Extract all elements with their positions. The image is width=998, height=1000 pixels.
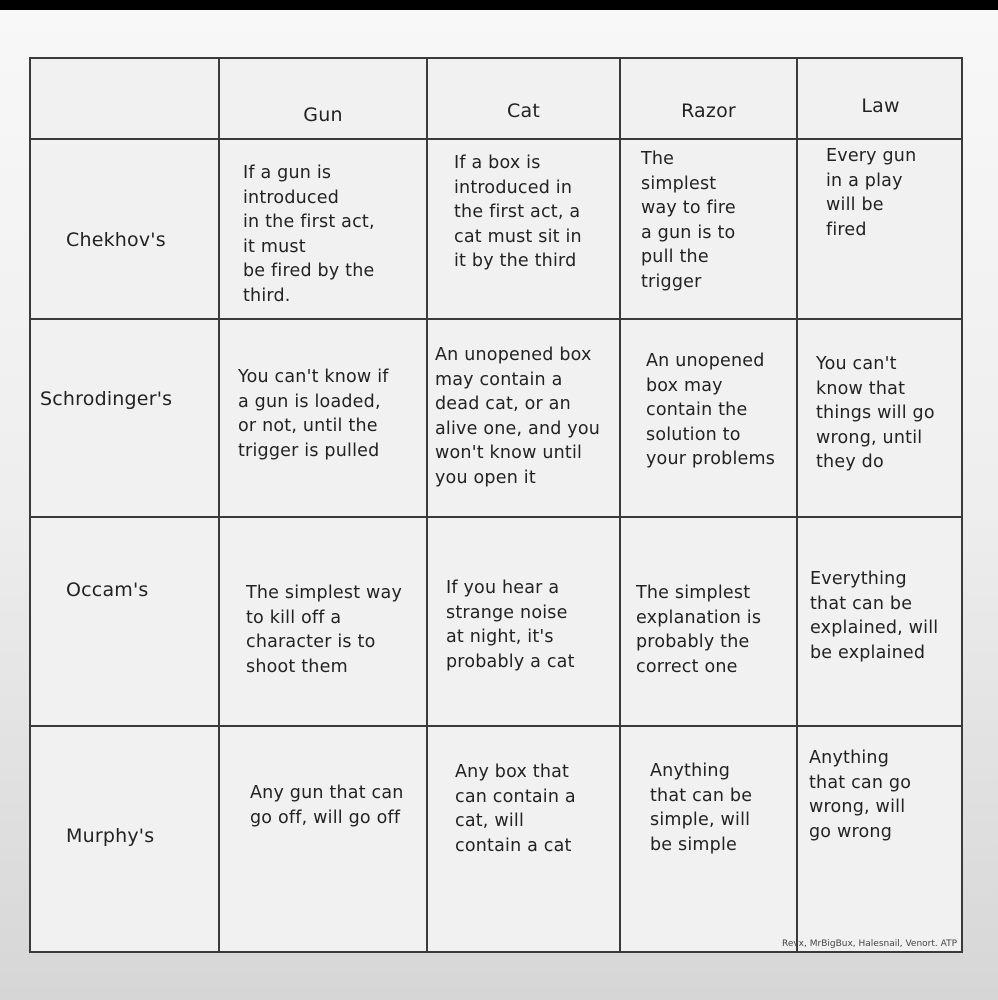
- grid-line: [426, 59, 428, 951]
- grid-line: [31, 725, 961, 727]
- column-header-razor: Razor: [681, 100, 736, 122]
- cell-chekhovs-gun: If a gun is introduced in the first act, it must be fired by the third.: [243, 163, 375, 306]
- cell-occams-law: Everything that can be explained, will be explained: [810, 569, 939, 663]
- cell-schrodingers-razor: An unopened box may contain the solution to your problems: [646, 351, 776, 469]
- cell-chekhovs-cat: If a box is introduced in the first act, a cat must sit in it by the third: [454, 153, 582, 271]
- cell-occams-razor: The simplest explanation is probably the correct one: [636, 583, 762, 677]
- grid-line: [31, 138, 961, 140]
- cell-chekhovs-razor: The simplest way to fire a gun is to pull the trigger: [641, 149, 736, 292]
- cell-chekhovs-law: Every gun in a play will be fired: [826, 146, 917, 240]
- cell-occams-gun: The simplest way to kill off a character is to shoot them: [246, 583, 403, 677]
- cell-schrodingers-law: You can't know that things will go wrong, until they do: [816, 354, 935, 472]
- cell-murphys-razor: Anything that can be simple, will be simple: [650, 761, 753, 855]
- grid-line: [796, 59, 798, 951]
- top-black-bar: [0, 0, 998, 10]
- cell-schrodingers-gun: You can't know if a gun is loaded, or not, until the trigger is pulled: [238, 367, 389, 461]
- cell-murphys-law: Anything that can go wrong, will go wrong: [809, 748, 912, 842]
- row-label-schrodingers: Schrodinger's: [40, 388, 173, 410]
- cell-murphys-cat: Any box that can contain a cat, will contain a cat: [455, 762, 576, 856]
- cell-occams-cat: If you hear a strange noise at night, it's probably a cat: [446, 578, 575, 672]
- column-header-gun: Gun: [303, 104, 343, 126]
- row-label-chekhovs: Chekhov's: [66, 229, 166, 251]
- grid-line: [218, 59, 220, 951]
- column-header-cat: Cat: [507, 100, 540, 122]
- law-matrix-table: [29, 57, 963, 953]
- grid-line: [31, 516, 961, 518]
- cell-murphys-gun: Any gun that can go off, will go off: [250, 783, 404, 828]
- column-header-law: Law: [861, 95, 900, 117]
- grid-line: [619, 59, 621, 951]
- cell-schrodingers-cat: An unopened box may contain a dead cat, or an alive one, and you won't know until you open it: [435, 345, 601, 488]
- credit-text: Revx, MrBigBux, Halesnail, Venort. ATP: [781, 939, 957, 949]
- row-label-occams: Occam's: [66, 579, 149, 601]
- grid-line: [31, 318, 961, 320]
- row-label-murphys: Murphy's: [66, 825, 155, 847]
